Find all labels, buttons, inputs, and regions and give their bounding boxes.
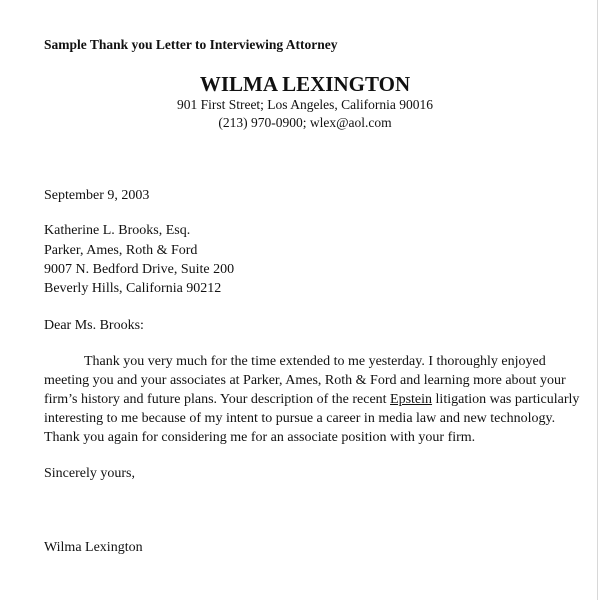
recipient-line: Beverly Hills, California 90212 bbox=[44, 281, 222, 296]
letter-date: September 9, 2003 bbox=[44, 188, 150, 203]
body-text: firm’s history and future plans. Your description of the recent bbox=[44, 392, 391, 407]
epstein-underlined: Epstein bbox=[390, 392, 433, 407]
body-line: meeting you and your associates at Parker, Ames, Roth & Ford and learning more about your bbox=[44, 373, 566, 388]
letterhead-name: WILMA LEXINGTON bbox=[199, 72, 411, 96]
letterhead-contact: (213) 970-0900; wlex@aol.com bbox=[218, 115, 392, 130]
document-title: Sample Thank you Letter to Interviewing Attorney bbox=[44, 37, 338, 52]
page-edge bbox=[597, 0, 598, 600]
salutation: Dear Ms. Brooks: bbox=[44, 318, 144, 333]
body-line bbox=[44, 391, 579, 409]
closing: Sincerely yours, bbox=[44, 466, 135, 481]
signature-name: Wilma Lexington bbox=[44, 540, 143, 555]
body-line: Thank you very much for the time extended to me yesterday. I thoroughly enjoyed bbox=[84, 354, 546, 369]
recipient-line: 9007 N. Bedford Drive, Suite 200 bbox=[44, 262, 235, 277]
letterhead-address: 901 First Street; Los Angeles, California 90016 bbox=[176, 97, 434, 112]
body-line: interesting to me because of my intent to pursue a career in media law and new technology. bbox=[44, 411, 556, 426]
body-text: litigation was particularly bbox=[432, 392, 580, 407]
body-line: Thank you again for considering me for an associate position with your firm. bbox=[44, 430, 476, 445]
recipient-line: Katherine L. Brooks, Esq. bbox=[44, 223, 191, 238]
recipient-line: Parker, Ames, Roth & Ford bbox=[44, 243, 198, 258]
